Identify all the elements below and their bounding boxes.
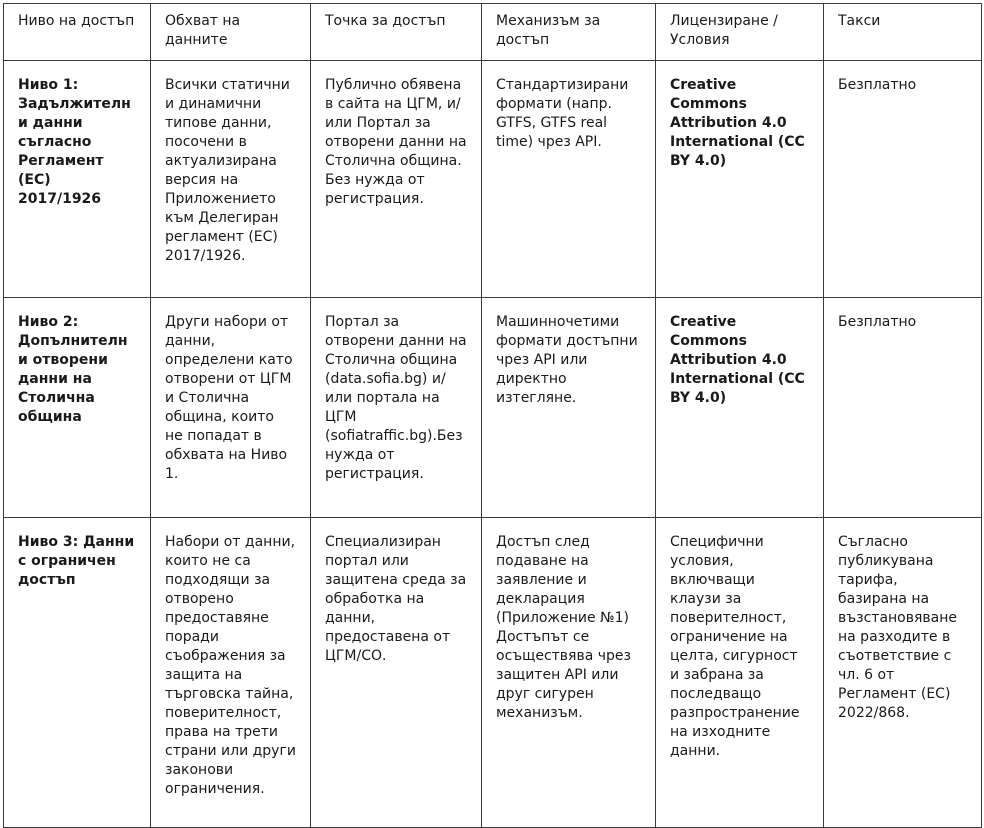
fees-cell: Безплатно bbox=[824, 61, 982, 298]
data-scope-cell: Други набори от данни, определени като отворени от ЦГМ и Столична община, които не попадат в обхвата на Ниво 1. bbox=[151, 298, 311, 518]
data-scope-cell: Набори от данни, които не са подходящи за отворено предоставяне поради съображения за защита на търговска тайна, поверителност, права на трети страни или други законови ограничения. bbox=[151, 518, 311, 828]
access-point-cell: Публично обявена в сайта на ЦГМ, и/или Портал за отворени данни на Столична община. Без нужда от регистрация. bbox=[311, 61, 482, 298]
access-mechanism-cell: Машинночетими формати достъпни чрез API или директно изтегляне. bbox=[482, 298, 656, 518]
data-scope-cell: Всички статични и динамични типове данни, посочени в актуализирана версия на Приложението към Делегиран регламент (ЕС) 2017/1926. bbox=[151, 61, 311, 298]
licensing-cell: Специфични условия, включващи клаузи за поверителност, ограничение на целта, сигурност и забрана за последващо разпространение на изходните данни. bbox=[656, 518, 824, 828]
header-access-mechanism: Механизъм за достъп bbox=[482, 4, 656, 61]
header-licensing: Лицензиране / Условия bbox=[656, 4, 824, 61]
licensing-cell: Creative Commons Attribution 4.0 International (CC BY 4.0) bbox=[656, 298, 824, 518]
access-mechanism-cell: Стандартизирани формати (напр. GTFS, GTFS real time) чрез API. bbox=[482, 61, 656, 298]
fees-cell: Безплатно bbox=[824, 298, 982, 518]
fees-cell: Съгласно публикувана тарифа, базирана на възстановяване на разходите в съответствие с чл. 6 от Регламент (ЕС) 2022/868. bbox=[824, 518, 982, 828]
access-point-cell: Портал за отворени данни на Столична община (data.sofia.bg) и/или портала на ЦГМ (sofiatraffic.bg).Без нужда от регистрация. bbox=[311, 298, 482, 518]
access-mechanism-cell: Достъп след подаване на заявление и декларация (Приложение №1) Достъпът се осъществява чрез защитен API или друг сигурен механизъм. bbox=[482, 518, 656, 828]
header-data-scope: Обхват на данните bbox=[151, 4, 311, 61]
access-level-cell: Ниво 1: Задължителни данни съгласно Регламент (ЕС) 2017/1926 bbox=[4, 61, 151, 298]
access-point-cell: Специализиран портал или защитена среда за обработка на данни, предоставена от ЦГМ/СО. bbox=[311, 518, 482, 828]
header-row bbox=[4, 4, 982, 61]
table-row bbox=[4, 61, 982, 298]
table-row bbox=[4, 298, 982, 518]
table-row bbox=[4, 518, 982, 828]
access-level-cell: Ниво 2: Допълнителни отворени данни на Столична община bbox=[4, 298, 151, 518]
header-fees: Такси bbox=[824, 4, 982, 61]
header-access-point: Точка за достъп bbox=[311, 4, 482, 61]
access-level-cell: Ниво 3: Данни с ограничен достъп bbox=[4, 518, 151, 828]
licensing-cell: Creative Commons Attribution 4.0 International (CC BY 4.0) bbox=[656, 61, 824, 298]
data-access-table bbox=[3, 3, 982, 828]
header-access-level: Ниво на достъп bbox=[4, 4, 151, 61]
